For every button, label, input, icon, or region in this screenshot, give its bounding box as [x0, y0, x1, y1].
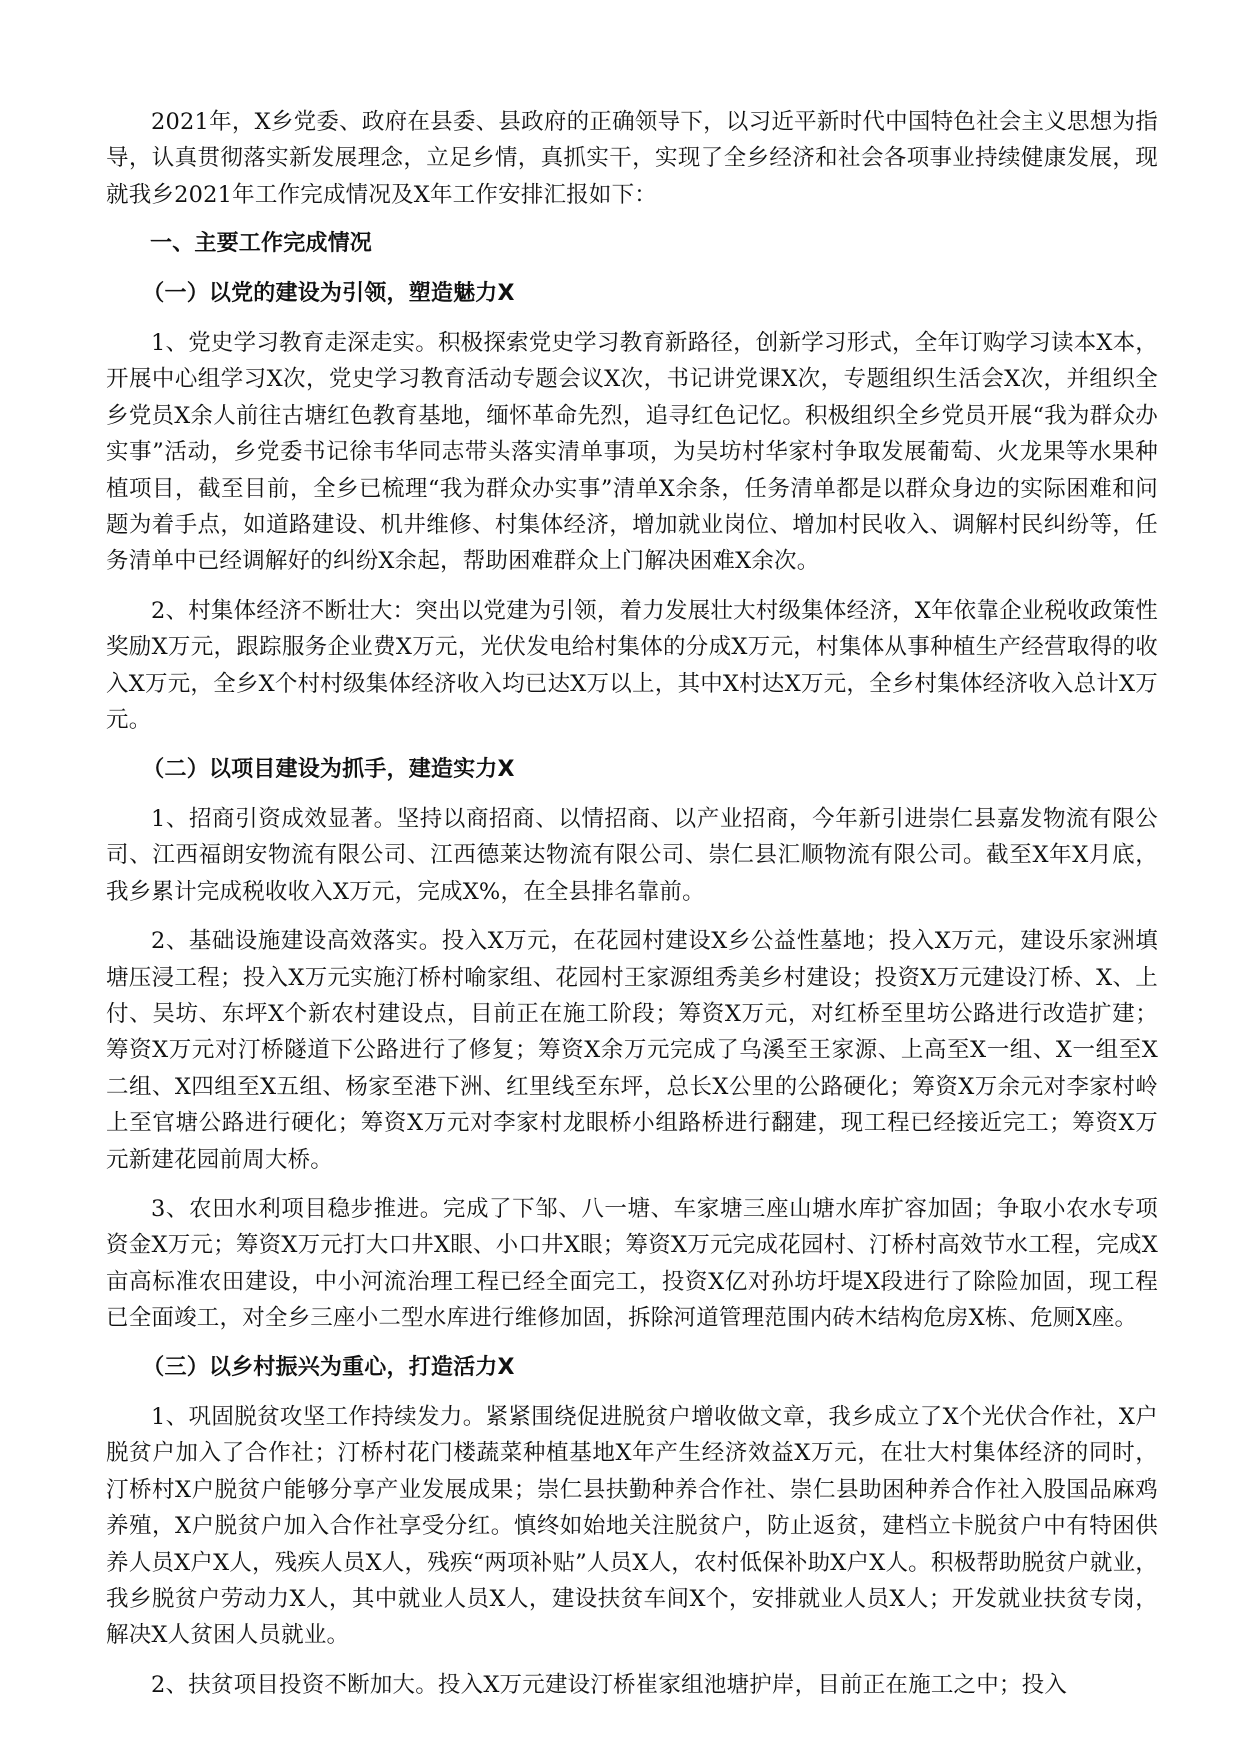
- subsection-heading-rural-revitalization: （三）以乡村振兴为重心，打造活力X: [142, 1354, 515, 1380]
- paragraph-investment-attraction: 1、招商引资成效显著。坚持以商招商、以情招商、以产业招商，今年新引进崇仁县嘉发物流有限公司、江西福朗安物流有限公司、江西德莱达物流有限公司、崇仁县汇顺物流有限公司。截至X年X月底，我乡累计完成税收收入X万元，完成X%，在全县排名靠前。: [106, 805, 1158, 905]
- paragraph-poverty-alleviation: 1、巩固脱贫攻坚工作持续发力。紧紧围绕促进脱贫户增收做文章，我乡成立了X个光伏合作社，X户脱贫户加入了合作社；汀桥村花门楼蔬菜种植基地X年产生经济效益X万元，在壮大村集体经济的同时，汀桥村X户脱贫户能够分享产业发展成果；崇仁县扶勤种养合作社、崇仁县助困种养合作社入股国品麻鸡养殖，X户脱贫户加入合作社享受分红。慎终如始地关注脱贫户，防止返贫，建档立卡脱贫户中有特困供养人员X户X人，残疾人员X人，残疾“两项补贴”人员X人，农村低保补助X户X人。积极帮助脱贫户就业，我乡脱贫户劳动力X人，其中就业人员X人，建设扶贫车间X个，安排就业人员X人；开发就业扶贫专岗，解决X人贫困人员就业。: [106, 1404, 1158, 1649]
- document-body: [106, 104, 1158, 1716]
- paragraph-poverty-projects: 2、扶贫项目投资不断加大。投入X万元建设汀桥崔家组池塘护岸，目前正在施工之中；投入: [151, 1671, 1068, 1698]
- paragraph-infrastructure: 2、基础设施建设高效落实。投入X万元，在花园村建设X乡公益性墓地；投入X万元，建设乐家洲填塘压浸工程；投入X万元实施汀桥村喻家组、花园村王家源组秀美乡村建设；投资X万元建设汀桥、X、上付、吴坊、东坪X个新农村建设点，目前正在施工阶段；筹资X万元，对红桥至里坊公路进行改造扩建；筹资X万元对汀桥隧道下公路进行了修复；筹资X余万元完成了乌溪至王家源、上高至X一组、X一组至X二组、X四组至X五组、杨家至港下洲、红里线至东坪，总长X公里的公路硬化；筹资X万余元对李家村岭上至官塘公路进行硬化；筹资X万元对李家村龙眼桥小组路桥进行翻建，现工程已经接近完工；筹资X万元新建花园前周大桥。: [106, 928, 1158, 1173]
- section-heading-main-work: 一、主要工作完成情况: [150, 231, 373, 257]
- subsection-heading-project-construction: （二）以项目建设为抓手，建造实力X: [142, 756, 515, 782]
- paragraph-farmland-water: 3、农田水利项目稳步推进。完成了下邹、八一塘、车家塘三座山塘水库扩容加固；争取小农水专项资金X万元；筹资X万元打大口井X眼、小口井X眼；筹资X万元完成花园村、汀桥村高效节水工程，完成X亩高标准农田建设，中小河流治理工程已经全面完工，投资X亿对孙坊圩堤X段进行了除险加固，现工程已全面竣工，对全乡三座小二型水库进行维修加固，拆除河道管理范围内砖木结构危房X栋、危厕X座。: [106, 1195, 1158, 1332]
- paragraph-village-collective-economy: 2、村集体经济不断壮大：突出以党建为引领，着力发展壮大村级集体经济，X年依靠企业税收政策性奖励X万元，跟踪服务企业费X万元，光伏发电给村集体的分成X万元，村集体从事种植生产经营取得的收入X万元，全乡X个村村级集体经济收入均已达X万以上，其中X村达X万元，全乡村集体经济收入总计X万元。: [106, 597, 1158, 734]
- subsection-heading-party-building: （一）以党的建设为引领，塑造魅力X: [142, 280, 515, 306]
- paragraph-party-history-education: 1、党史学习教育走深走实。积极探索党史学习教育新路径，创新学习形式，全年订购学习读本X本，开展中心组学习X次，党史学习教育活动专题会议X次，书记讲党课X次，专题组织生活会X次，并组织全乡党员X余人前往古塘红色教育基地，缅怀革命先烈，追寻红色记忆。积极组织全乡党员开展“我为群众办实事”活动，乡党委书记徐韦华同志带头落实清单事项，为吴坊村华家村争取发展葡萄、火龙果等水果种植项目，截至目前，全乡已梳理“我为群众办实事”清单X余条，任务清单都是以群众身边的实际困难和问题为着手点，如道路建设、机井维修、村集体经济，增加就业岗位、增加村民收入、调解村民纠纷等，任务清单中已经调解好的纠纷X余起，帮助困难群众上门解决困难X余次。: [106, 330, 1158, 575]
- intro-paragraph: 2021年，X乡党委、政府在县委、县政府的正确领导下，以习近平新时代中国特色社会主义思想为指导，认真贯彻落实新发展理念，立足乡情，真抓实干，实现了全乡经济和社会各项事业持续健康发展，现就我乡2021年工作完成情况及X年工作安排汇报如下：: [106, 109, 1158, 208]
